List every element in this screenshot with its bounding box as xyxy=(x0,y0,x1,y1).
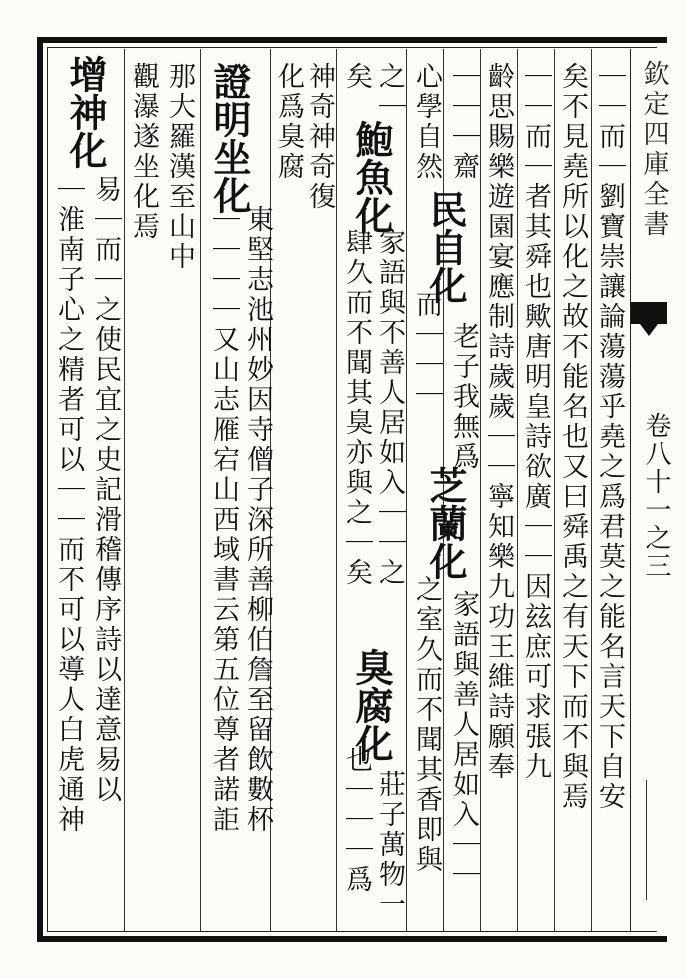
text-column: ｜｜｜齋 xyxy=(448,62,479,182)
text-column: 矣 xyxy=(341,62,372,92)
juan-label: 卷八十一之三 xyxy=(641,412,671,580)
entry-heading: 證明坐化 xyxy=(207,62,252,214)
book-title: 欽定四庫全書 xyxy=(639,60,669,240)
text-column: 家語與善人居如入｜｜ xyxy=(448,590,479,890)
column-rule xyxy=(554,49,555,931)
column-rule xyxy=(591,49,592,931)
text-column: 那大羅漢至山中 xyxy=(164,62,195,272)
text-column: 之｜ xyxy=(374,62,405,122)
text-column: 齡思賜樂遊園宴應制詩歲歲｜｜寧知樂九功王維詩願奉 xyxy=(483,62,514,782)
text-column: 而｜｜｜ xyxy=(411,290,442,410)
text-column: ｜｜而｜者其舜也歟唐明皇詩欲廣｜｜因玆庶可求張九 xyxy=(520,62,551,782)
text-column: 家語與不善人居如入｜｜之 xyxy=(374,228,405,588)
entry-heading: 鮑魚化 xyxy=(349,120,394,234)
banxin-rule xyxy=(646,780,647,900)
column-rule xyxy=(517,49,518,931)
column-rule xyxy=(406,49,407,931)
column-rule xyxy=(480,49,481,931)
text-column: 之室久而不聞其香即與 xyxy=(411,575,442,875)
fishtail-notch xyxy=(640,324,658,336)
text-column: ｜｜｜｜又山志雁宕山西域書云第五位尊者諾詎 xyxy=(208,205,239,835)
text-column: 也｜｜｜爲 xyxy=(341,745,372,895)
text-column: ｜淮南子心之精者可以｜｜而不可以導人白虎通神 xyxy=(53,175,84,835)
text-column: 化爲臭腐 xyxy=(273,62,304,182)
text-column: 易｜而｜之使民宜之史記滑稽傳序詩以達意易以 xyxy=(90,175,121,805)
text-column: 心學自然 xyxy=(411,62,442,182)
column-rule xyxy=(200,49,201,931)
text-column: 觀瀑遂坐化焉 xyxy=(128,62,159,242)
text-column: 肆久而不聞其臭亦與之｜矣 xyxy=(341,228,372,588)
text-column: ｜｜而｜劉寶崇讓論蕩蕩乎堯之爲君莫之能名言天下自安 xyxy=(594,62,625,812)
text-column: 老子我無爲 xyxy=(448,322,479,472)
entry-heading: 增神化 xyxy=(63,55,108,169)
entry-heading: 芝蘭化 xyxy=(423,466,468,580)
column-rule xyxy=(124,49,125,931)
text-column: 神奇神奇復 xyxy=(304,62,335,212)
fishtail-mark xyxy=(631,302,667,324)
column-rule xyxy=(336,49,337,931)
text-column: 東堅志池州妙因寺僧子深所善柳伯詹至留飲數杯 xyxy=(242,205,273,835)
entry-heading: 臭腐化 xyxy=(349,648,394,762)
text-column: 莊子萬物一 xyxy=(374,770,405,920)
entry-heading: 民自化 xyxy=(423,190,468,304)
text-column: 矣不見堯所以化之故不能名也又曰舜禹之有天下而不與焉 xyxy=(557,62,588,812)
